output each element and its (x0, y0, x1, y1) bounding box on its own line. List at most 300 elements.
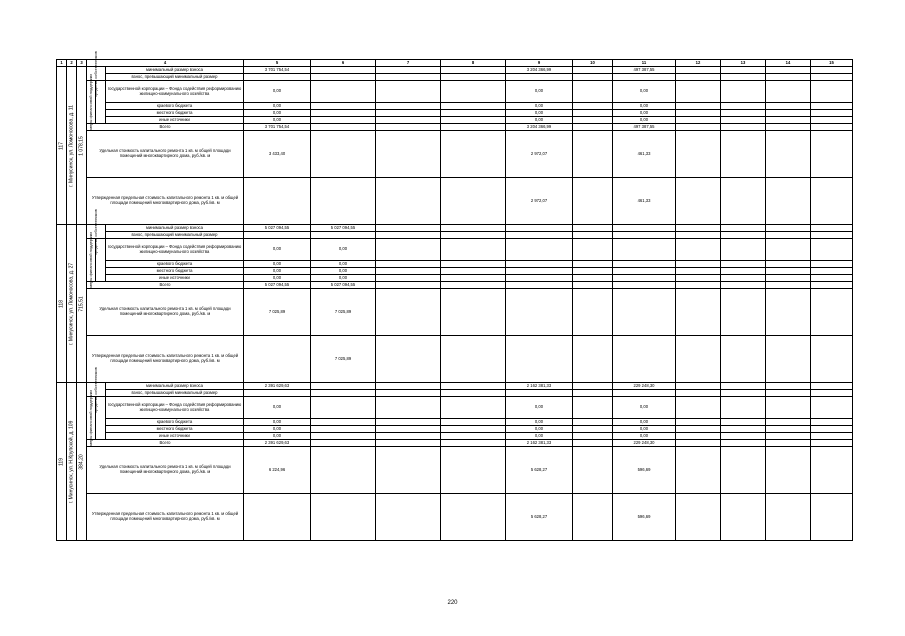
value-cell (376, 282, 441, 289)
value-cell: 0,00 (613, 433, 676, 440)
value-cell (311, 124, 376, 131)
value-cell (311, 397, 376, 419)
value-cell (811, 397, 853, 419)
value-cell (721, 383, 766, 390)
row-label-regional: краевого бюджета (106, 261, 244, 268)
value-cell (766, 261, 811, 268)
value-cell (244, 178, 311, 225)
value-cell (311, 178, 376, 225)
value-cell (766, 131, 811, 178)
value-cell: 229 248,30 (613, 383, 676, 390)
row-label-local: местного бюджета (106, 426, 244, 433)
value-cell (811, 494, 853, 541)
table-row (57, 110, 853, 117)
value-cell (441, 433, 506, 440)
value-cell: 2 391 629,63 (244, 383, 311, 390)
table-row (57, 397, 853, 419)
value-cell (506, 239, 573, 261)
value-cell (721, 275, 766, 282)
value-cell (573, 178, 613, 225)
value-cell (676, 289, 721, 336)
value-cell (441, 178, 506, 225)
value-cell (676, 383, 721, 390)
value-cell (721, 419, 766, 426)
value-cell: 5 628,27 (506, 494, 573, 541)
value-cell: 497 387,55 (613, 124, 676, 131)
value-cell (613, 225, 676, 232)
value-cell: 0,00 (613, 110, 676, 117)
value-cell (676, 81, 721, 103)
value-cell (506, 275, 573, 282)
value-cell (811, 225, 853, 232)
row-label-other: иные источники (106, 275, 244, 282)
row-label-local: местного бюджета (106, 268, 244, 275)
value-cell: 0,00 (613, 81, 676, 103)
value-cell (811, 103, 853, 110)
value-cell (573, 440, 613, 447)
table-row (57, 383, 853, 390)
value-cell (766, 433, 811, 440)
value-cell (613, 289, 676, 336)
value-cell: 0,00 (506, 426, 573, 433)
value-cell (244, 74, 311, 81)
value-cell (311, 440, 376, 447)
row-label-total: Всего (87, 440, 244, 447)
value-cell: 596,69 (613, 494, 676, 541)
value-cell (573, 433, 613, 440)
row-label-other: иные источники (106, 117, 244, 124)
row-label-regional: краевого бюджета (106, 419, 244, 426)
value-cell (311, 433, 376, 440)
value-cell (811, 383, 853, 390)
row-label-unit-cost: Удельная стоимость капитального ремонта 1 кв. м общей площади помещений многоквартирного дома, руб./кв. м (87, 131, 244, 178)
row-number (57, 225, 67, 383)
row-label-fund: государственной корпорации – Фонда содействия реформированию жилищно-коммунального хозяйства (106, 397, 244, 419)
value-cell (613, 261, 676, 268)
value-cell (721, 67, 766, 74)
table-row (57, 440, 853, 447)
value-cell (573, 261, 613, 268)
value-cell: 0,00 (613, 117, 676, 124)
value-cell (311, 103, 376, 110)
value-cell (441, 390, 506, 397)
value-cell (721, 232, 766, 239)
value-cell (811, 336, 853, 383)
col-header-8: 8 (441, 60, 506, 67)
support-group (87, 232, 96, 288)
value-cell (613, 282, 676, 289)
value-cell (613, 390, 676, 397)
value-cell (811, 433, 853, 440)
value-cell (376, 383, 441, 390)
col-header-10: 10 (573, 60, 613, 67)
value-cell (573, 289, 613, 336)
value-cell (441, 268, 506, 275)
row-label-total: Всего (87, 282, 244, 289)
value-cell (766, 268, 811, 275)
value-cell (676, 494, 721, 541)
value-cell (244, 336, 311, 383)
value-cell (573, 282, 613, 289)
value-cell (811, 117, 853, 124)
value-cell: 3 701 754,54 (244, 67, 311, 74)
value-cell: 0,00 (244, 117, 311, 124)
value-cell (766, 117, 811, 124)
value-cell (573, 268, 613, 275)
value-cell: 0,00 (506, 81, 573, 103)
value-cell (573, 447, 613, 494)
value-cell (676, 103, 721, 110)
value-cell (766, 110, 811, 117)
value-cell (721, 289, 766, 336)
value-cell: 0,00 (506, 433, 573, 440)
value-cell (311, 110, 376, 117)
value-cell (573, 117, 613, 124)
value-cell (376, 336, 441, 383)
value-cell: 0,00 (244, 397, 311, 419)
value-cell (676, 275, 721, 282)
value-cell (311, 383, 376, 390)
value-cell (766, 103, 811, 110)
value-cell: 0,00 (244, 110, 311, 117)
support-group (87, 74, 96, 130)
value-cell (676, 282, 721, 289)
value-cell: 5 027 094,55 (311, 282, 376, 289)
value-cell (766, 397, 811, 419)
table-row (57, 336, 853, 383)
value-cell (676, 390, 721, 397)
value-cell (376, 447, 441, 494)
value-cell (573, 81, 613, 103)
value-cell (676, 110, 721, 117)
value-cell: 6 224,96 (244, 447, 311, 494)
value-cell (721, 110, 766, 117)
value-cell (573, 494, 613, 541)
table-row (57, 67, 853, 74)
col-header-15: 15 (811, 60, 853, 67)
house-area-text: 384,20 (78, 453, 84, 470)
value-cell (811, 426, 853, 433)
value-cell (441, 117, 506, 124)
value-cell: 3 433,40 (244, 131, 311, 178)
value-cell (721, 261, 766, 268)
value-cell (573, 103, 613, 110)
value-cell (244, 232, 311, 239)
value-cell (376, 67, 441, 74)
value-cell (613, 268, 676, 275)
house-area (77, 383, 87, 541)
value-cell (506, 232, 573, 239)
value-cell (676, 397, 721, 419)
value-cell (506, 261, 573, 268)
row-label-min: минимальный размер взноса (106, 67, 244, 74)
house-address-text: г. Минусинск, ул. Н.Крупской, д. 109 (68, 420, 74, 503)
value-cell (811, 232, 853, 239)
capital-repair-table (56, 50, 853, 541)
value-cell (721, 74, 766, 81)
value-cell (811, 419, 853, 426)
house-area-text: 1 078,15 (78, 135, 84, 156)
value-cell (441, 383, 506, 390)
value-cell (573, 239, 613, 261)
value-cell (376, 81, 441, 103)
row-label-unit-cost: Удельная стоимость капитального ремонта 1 кв. м общей площади помещений многоквартирного дома, руб./кв. м (87, 447, 244, 494)
value-cell: 2 972,07 (506, 178, 573, 225)
value-cell (506, 268, 573, 275)
value-cell (811, 268, 853, 275)
table-row (57, 117, 853, 124)
value-cell (376, 289, 441, 336)
value-cell (721, 336, 766, 383)
table-row (57, 289, 853, 336)
value-cell: 2 391 629,63 (244, 440, 311, 447)
value-cell: 0,00 (244, 103, 311, 110)
value-cell: 7 025,89 (311, 336, 376, 383)
value-cell (376, 178, 441, 225)
house-area (77, 67, 87, 225)
value-cell (721, 390, 766, 397)
col-header-1: 1 (57, 60, 67, 67)
support-group-text: меры финансовой поддержки (88, 74, 93, 130)
house-address-text: г. Минусинск, ул. Ломоносова, д. 11 (68, 104, 74, 187)
value-cell (766, 178, 811, 225)
owners-funds-group-text: средства собственников (93, 366, 98, 413)
value-cell (766, 275, 811, 282)
house-area-text: 715,51 (78, 295, 84, 312)
value-cell (376, 494, 441, 541)
value-cell (573, 67, 613, 74)
row-label-regional: краевого бюджета (106, 103, 244, 110)
value-cell (441, 447, 506, 494)
value-cell: 3 204 366,99 (506, 67, 573, 74)
row-label-limit-cost: Утвержденная предельная стоимость капитального ремонта 1 кв. м общей площади помещений многоквартирного дома, руб./кв. м (87, 336, 244, 383)
house-area (77, 225, 87, 383)
value-cell (441, 67, 506, 74)
value-cell (376, 103, 441, 110)
table-row (57, 426, 853, 433)
value-cell (376, 117, 441, 124)
value-cell (766, 74, 811, 81)
support-group-text: меры финансовой поддержки (88, 232, 93, 288)
value-cell (376, 433, 441, 440)
value-cell: 0,00 (244, 419, 311, 426)
value-cell: 461,33 (613, 178, 676, 225)
value-cell (766, 440, 811, 447)
value-cell (376, 397, 441, 419)
col-header-13: 13 (721, 60, 766, 67)
value-cell (573, 225, 613, 232)
value-cell (721, 447, 766, 494)
value-cell (376, 74, 441, 81)
table-row (57, 282, 853, 289)
row-number-text: 119 (58, 457, 64, 466)
value-cell (311, 494, 376, 541)
table-row (57, 419, 853, 426)
value-cell: 0,00 (244, 426, 311, 433)
value-cell: 0,00 (506, 397, 573, 419)
value-cell: 0,00 (311, 261, 376, 268)
row-label-limit-cost: Утвержденная предельная стоимость капитального ремонта 1 кв. м общей площади помещений многоквартирного дома, руб./кв. м (87, 178, 244, 225)
value-cell: 0,00 (244, 261, 311, 268)
header-row (57, 60, 853, 67)
owners-funds-group-text: средства собственников (93, 208, 98, 255)
col-header-14: 14 (766, 60, 811, 67)
value-cell (376, 124, 441, 131)
row-number (57, 67, 67, 225)
value-cell: 0,00 (311, 275, 376, 282)
value-cell (721, 178, 766, 225)
value-cell (766, 124, 811, 131)
row-label-min: минимальный размер взноса (106, 225, 244, 232)
value-cell (376, 268, 441, 275)
value-cell (676, 426, 721, 433)
col-header-5: 5 (244, 60, 311, 67)
value-cell (441, 81, 506, 103)
value-cell (441, 440, 506, 447)
table-row (57, 178, 853, 225)
row-label-min: минимальный размер взноса (106, 383, 244, 390)
value-cell (441, 261, 506, 268)
value-cell (441, 282, 506, 289)
row-label-unit-cost: Удельная стоимость капитального ремонта 1 кв. м общей площади помещений многоквартирного дома, руб./кв. м (87, 289, 244, 336)
value-cell (721, 494, 766, 541)
value-cell (811, 282, 853, 289)
owners-funds-group-text: средства собственников (93, 50, 98, 97)
value-cell (376, 275, 441, 282)
house-address (67, 383, 77, 541)
value-cell (766, 67, 811, 74)
value-cell (766, 81, 811, 103)
row-label-over: взнос, превышающий минимальный размер (106, 74, 244, 81)
col-header-3: 3 (77, 60, 87, 67)
value-cell (766, 390, 811, 397)
value-cell (311, 67, 376, 74)
value-cell (506, 289, 573, 336)
value-cell (676, 124, 721, 131)
value-cell: 497 387,55 (613, 67, 676, 74)
house-address-text: г. Минусинск, ул. Ломоносова, д. 27 (68, 262, 74, 345)
value-cell: 0,00 (613, 397, 676, 419)
row-label-fund: государственной корпорации – Фонда содействия реформированию жилищно-коммунального хозяйства (106, 81, 244, 103)
value-cell (811, 81, 853, 103)
value-cell (506, 225, 573, 232)
table-row (57, 81, 853, 103)
value-cell (811, 440, 853, 447)
value-cell (506, 282, 573, 289)
table-row (57, 239, 853, 261)
value-cell: 5 027 094,55 (311, 225, 376, 232)
value-cell: 0,00 (506, 419, 573, 426)
support-group (87, 390, 96, 446)
value-cell (811, 447, 853, 494)
value-cell (573, 426, 613, 433)
value-cell (441, 289, 506, 336)
value-cell (441, 494, 506, 541)
value-cell (721, 124, 766, 131)
value-cell (811, 131, 853, 178)
value-cell: 2 972,07 (506, 131, 573, 178)
value-cell (766, 336, 811, 383)
value-cell (376, 390, 441, 397)
value-cell (311, 117, 376, 124)
value-cell (613, 336, 676, 383)
value-cell (376, 261, 441, 268)
value-cell (376, 440, 441, 447)
value-cell (376, 225, 441, 232)
value-cell: 5 027 094,55 (244, 282, 311, 289)
value-cell (676, 336, 721, 383)
value-cell (676, 433, 721, 440)
value-cell: 0,00 (244, 239, 311, 261)
value-cell (573, 383, 613, 390)
value-cell (676, 447, 721, 494)
value-cell (311, 419, 376, 426)
house-address (67, 225, 77, 383)
value-cell (573, 419, 613, 426)
value-cell: 3 204 366,99 (506, 124, 573, 131)
support-group-text: меры финансовой поддержки (88, 390, 93, 446)
value-cell: 0,00 (311, 268, 376, 275)
table-row (57, 275, 853, 282)
value-cell (613, 74, 676, 81)
value-cell (244, 390, 311, 397)
value-cell (766, 239, 811, 261)
value-cell (766, 383, 811, 390)
value-cell (311, 232, 376, 239)
value-cell (721, 103, 766, 110)
value-cell (766, 494, 811, 541)
table-row (57, 433, 853, 440)
value-cell (721, 426, 766, 433)
value-cell (573, 110, 613, 117)
page-number: 220 (447, 600, 458, 606)
table-row (57, 103, 853, 110)
value-cell (376, 239, 441, 261)
value-cell (721, 440, 766, 447)
value-cell (721, 433, 766, 440)
value-cell (441, 336, 506, 383)
value-cell (721, 268, 766, 275)
col-header-9: 9 (506, 60, 573, 67)
table-row (57, 494, 853, 541)
value-cell (811, 390, 853, 397)
value-cell (311, 390, 376, 397)
value-cell: 7 025,89 (244, 289, 311, 336)
col-header-4: 4 (87, 60, 244, 67)
table-row (57, 232, 853, 239)
value-cell (441, 275, 506, 282)
value-cell: 3 701 754,54 (244, 124, 311, 131)
value-cell (441, 232, 506, 239)
value-cell (613, 239, 676, 261)
value-cell (613, 232, 676, 239)
value-cell (676, 67, 721, 74)
value-cell: 0,00 (244, 268, 311, 275)
col-header-12: 12 (676, 60, 721, 67)
row-label-local: местного бюджета (106, 110, 244, 117)
value-cell (376, 232, 441, 239)
value-cell (441, 239, 506, 261)
value-cell (676, 225, 721, 232)
value-cell (721, 239, 766, 261)
value-cell (376, 426, 441, 433)
value-cell (441, 426, 506, 433)
row-label-other: иные источники (106, 433, 244, 440)
col-header-7: 7 (376, 60, 441, 67)
value-cell (676, 239, 721, 261)
row-label-over: взнос, превышающий минимальный размер (106, 390, 244, 397)
value-cell (811, 124, 853, 131)
